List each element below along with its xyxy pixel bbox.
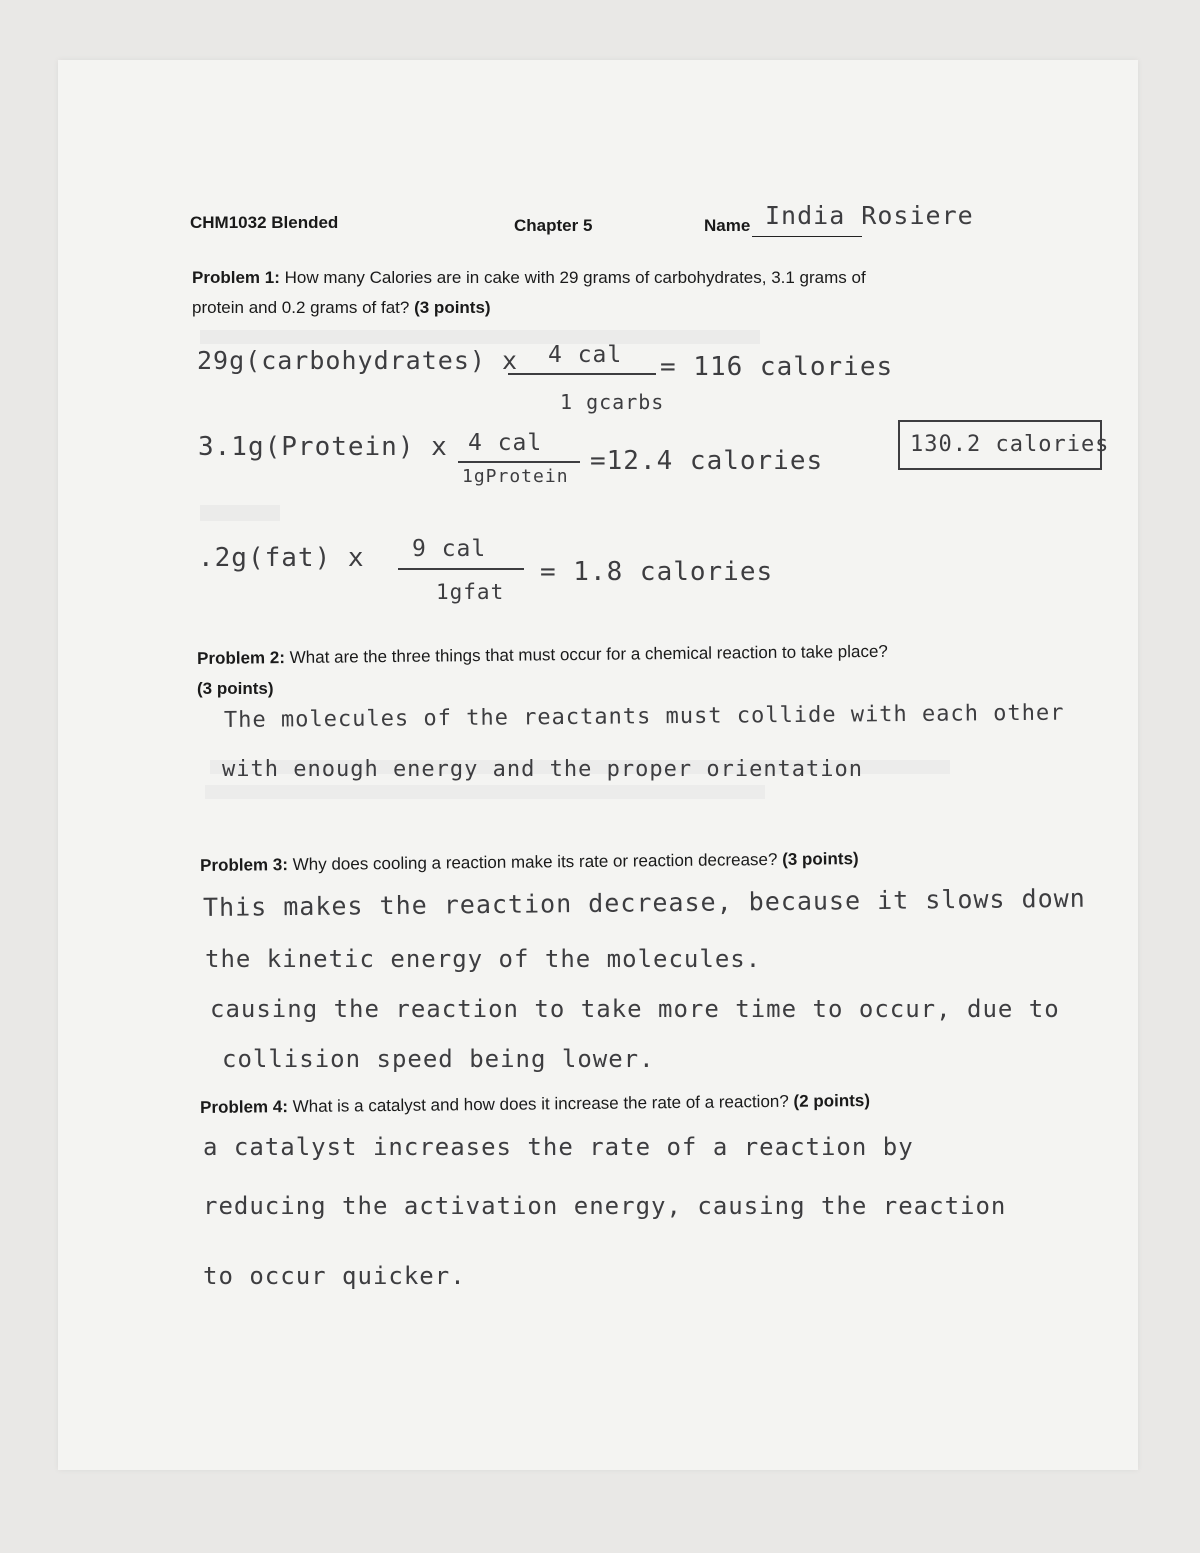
- course-title: CHM1032 Blended: [190, 213, 339, 232]
- problem4-answer-line3: to occur quicker.: [203, 1262, 466, 1290]
- problem2-answer-line1: The molecules of the reactants must collide with each other: [223, 700, 1065, 733]
- problem1-points: (3 points): [414, 298, 491, 317]
- problem4-answer-line2: reducing the activation energy, causing the reaction: [203, 1192, 1007, 1220]
- problem1-question-cont: [192, 298, 491, 318]
- fat-denominator: 1gfat: [436, 580, 505, 604]
- fat-quantity: .2g(fat) x: [198, 543, 365, 573]
- problem1-label: Problem 1:: [192, 268, 280, 287]
- carbs-result: = 116 calories: [660, 352, 894, 382]
- problem4-label: Problem 4:: [200, 1097, 289, 1117]
- name-underline: [752, 236, 862, 237]
- carbs-numerator: 4 cal: [548, 342, 623, 368]
- total-calories-box: 130.2 calories: [898, 420, 1102, 470]
- bleed-through-mark: [200, 505, 280, 521]
- problem3-answer-line1: This makes the reaction decrease, because it slows down: [202, 883, 1086, 922]
- problem3-answer-line4: collision speed being lower.: [222, 1045, 655, 1073]
- problem1-question-line2: protein and 0.2 grams of fat?: [192, 298, 410, 317]
- problem2-points: (3 points): [197, 679, 274, 698]
- protein-numerator: 4 cal: [468, 430, 543, 456]
- protein-result: =12.4 calories: [590, 446, 824, 476]
- fat-fraction-bar: [398, 568, 524, 570]
- carbs-quantity: 29g(carbohydrates) x: [197, 346, 519, 375]
- problem2-answer-line2: with enough energy and the proper orientation: [222, 757, 864, 782]
- name-label: Name: [704, 216, 751, 235]
- problem3-question-text: Why does cooling a reaction make its rate or reaction decrease?: [292, 849, 778, 875]
- problem4-points: (2 points): [793, 1090, 871, 1111]
- fat-result: = 1.8 calories: [540, 557, 774, 587]
- problem3-answer-line2: the kinetic energy of the molecules.: [205, 945, 762, 973]
- problem2-label: Problem 2:: [197, 648, 286, 668]
- problem3-answer-line3: causing the reaction to take more time to occur, due to: [210, 995, 1060, 1023]
- bleed-through-mark: [200, 330, 760, 344]
- protein-fraction-bar: [458, 461, 580, 463]
- protein-denominator: 1gProtein: [462, 466, 569, 487]
- carbs-fraction-bar: [508, 373, 656, 375]
- carbs-denominator: 1 gcarbs: [560, 390, 665, 414]
- problem2-question-text: What are the three things that must occur for a chemical reaction to take place?: [289, 641, 888, 668]
- problem4-question-text: What is a catalyst and how does it increase the rate of a reaction?: [292, 1091, 789, 1117]
- problem4-answer-line1: a catalyst increases the rate of a reaction by: [203, 1133, 914, 1161]
- problem1-question-line1: How many Calories are in cake with 29 grams of carbohydrates, 3.1 grams of: [284, 268, 866, 287]
- problem3-points: (3 points): [782, 849, 859, 869]
- bleed-through-mark: [205, 785, 765, 799]
- chapter-title: Chapter 5: [514, 216, 593, 235]
- fat-numerator: 9 cal: [412, 536, 487, 562]
- problem1-question: [192, 268, 866, 288]
- student-name: India Rosiere: [765, 201, 974, 230]
- protein-quantity: 3.1g(Protein) x: [198, 432, 448, 462]
- problem3-label: Problem 3:: [200, 855, 289, 875]
